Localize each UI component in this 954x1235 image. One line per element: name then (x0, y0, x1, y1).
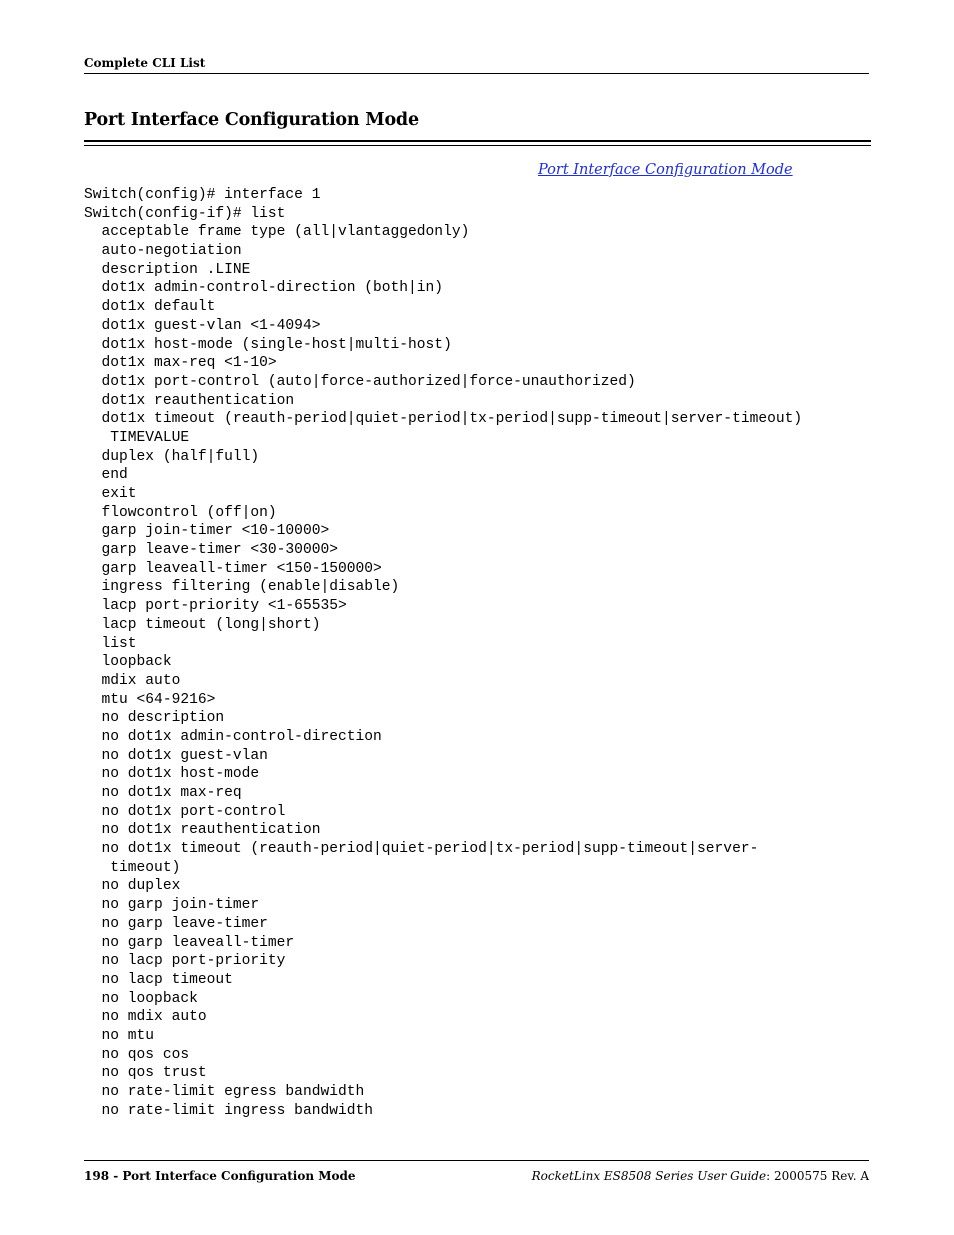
cli-line: mdix auto (84, 672, 181, 689)
cli-line: no garp join-timer (84, 897, 260, 914)
cli-line: garp leave-timer <30-30000> (84, 542, 338, 559)
cli-line: dot1x reauthentication (84, 392, 295, 409)
cli-line: no rate-limit egress bandwidth (84, 1084, 365, 1100)
cli-line: dot1x guest-vlan <1-4094> (84, 317, 321, 334)
cli-line: dot1x default (84, 299, 216, 316)
cli-line: no description (84, 710, 225, 727)
cross-reference-link[interactable]: Port Interface Configuration Mode (538, 162, 793, 178)
cli-line: no dot1x admin-control-direction (84, 728, 382, 745)
cli-line: flowcontrol (off|on) (84, 504, 277, 521)
footer-page-label: 198 - Port Interface Configuration Mode (84, 1169, 356, 1183)
title-divider-thin (84, 145, 871, 146)
cli-line: auto-negotiation (84, 243, 242, 260)
cli-line: no garp leave-timer (84, 915, 268, 932)
cli-line: no rate-limit ingress bandwidth (84, 1102, 374, 1119)
footer-doc-number: : 2000575 Rev. A (766, 1169, 869, 1183)
section-title: Port Interface Configuration Mode (84, 110, 419, 130)
cli-line: no lacp port-priority (84, 953, 286, 970)
cli-line: no duplex (84, 878, 181, 895)
cli-line: no dot1x host-mode (84, 766, 260, 783)
cli-line: lacp timeout (long|short) (84, 616, 321, 633)
cli-line: dot1x timeout (reauth-period|quiet-period|tx-period|supp-timeout|server-timeout) (84, 411, 803, 428)
footer-doc-info (532, 1169, 869, 1183)
cli-line: lacp port-priority <1-65535> (84, 598, 347, 615)
cli-line: description .LINE (84, 261, 251, 278)
cli-line: no dot1x timeout (reauth-period|quiet-period|tx-period|supp-timeout|server- (84, 841, 759, 858)
title-divider-thick (84, 140, 871, 142)
cli-line: list (84, 635, 137, 652)
cli-command-listing (84, 186, 874, 1120)
cli-line: no garp leaveall-timer (84, 934, 295, 951)
cli-line: mtu <64-9216> (84, 691, 216, 708)
cli-line: no qos cos (84, 1046, 190, 1063)
cli-line: no qos trust (84, 1065, 207, 1082)
footer-divider (84, 1160, 869, 1161)
header-divider (84, 73, 869, 74)
cli-line: exit (84, 486, 137, 502)
cli-line: no mtu (84, 1027, 155, 1044)
cli-line: TIMEVALUE (84, 429, 190, 446)
cli-line: loopback (84, 654, 172, 671)
cli-line: dot1x admin-control-direction (both|in) (84, 280, 444, 297)
running-header: Complete CLI List (84, 56, 206, 70)
cli-line: garp join-timer <10-10000> (84, 523, 330, 540)
cli-line: Switch(config)# interface 1 (84, 187, 321, 203)
cli-line: no dot1x max-req (84, 785, 242, 801)
cli-line: no dot1x port-control (84, 803, 286, 820)
cli-line: acceptable frame type (all|vlantaggedonly) (84, 224, 470, 241)
cli-line: no loopback (84, 990, 198, 1007)
cli-line: Switch(config-if)# list (84, 205, 286, 222)
cli-line: dot1x host-mode (single-host|multi-host) (84, 336, 452, 353)
cli-line: duplex (half|full) (84, 448, 260, 465)
cli-line: no mdix auto (84, 1009, 207, 1026)
cli-line: no lacp timeout (84, 971, 233, 988)
cli-line: ingress filtering (enable|disable) (84, 579, 400, 596)
cli-line: no dot1x reauthentication (84, 822, 321, 839)
cli-line: end (84, 467, 128, 484)
cli-line: dot1x port-control (auto|force-authorized|force-unauthorized) (84, 373, 636, 390)
cli-line: dot1x max-req <1-10> (84, 355, 277, 372)
cli-line: no dot1x guest-vlan (84, 747, 268, 764)
cli-line: timeout) (84, 859, 181, 876)
cli-line: garp leaveall-timer <150-150000> (84, 560, 382, 577)
footer-product-name: RocketLinx ES8508 Series User Guide (531, 1169, 767, 1183)
